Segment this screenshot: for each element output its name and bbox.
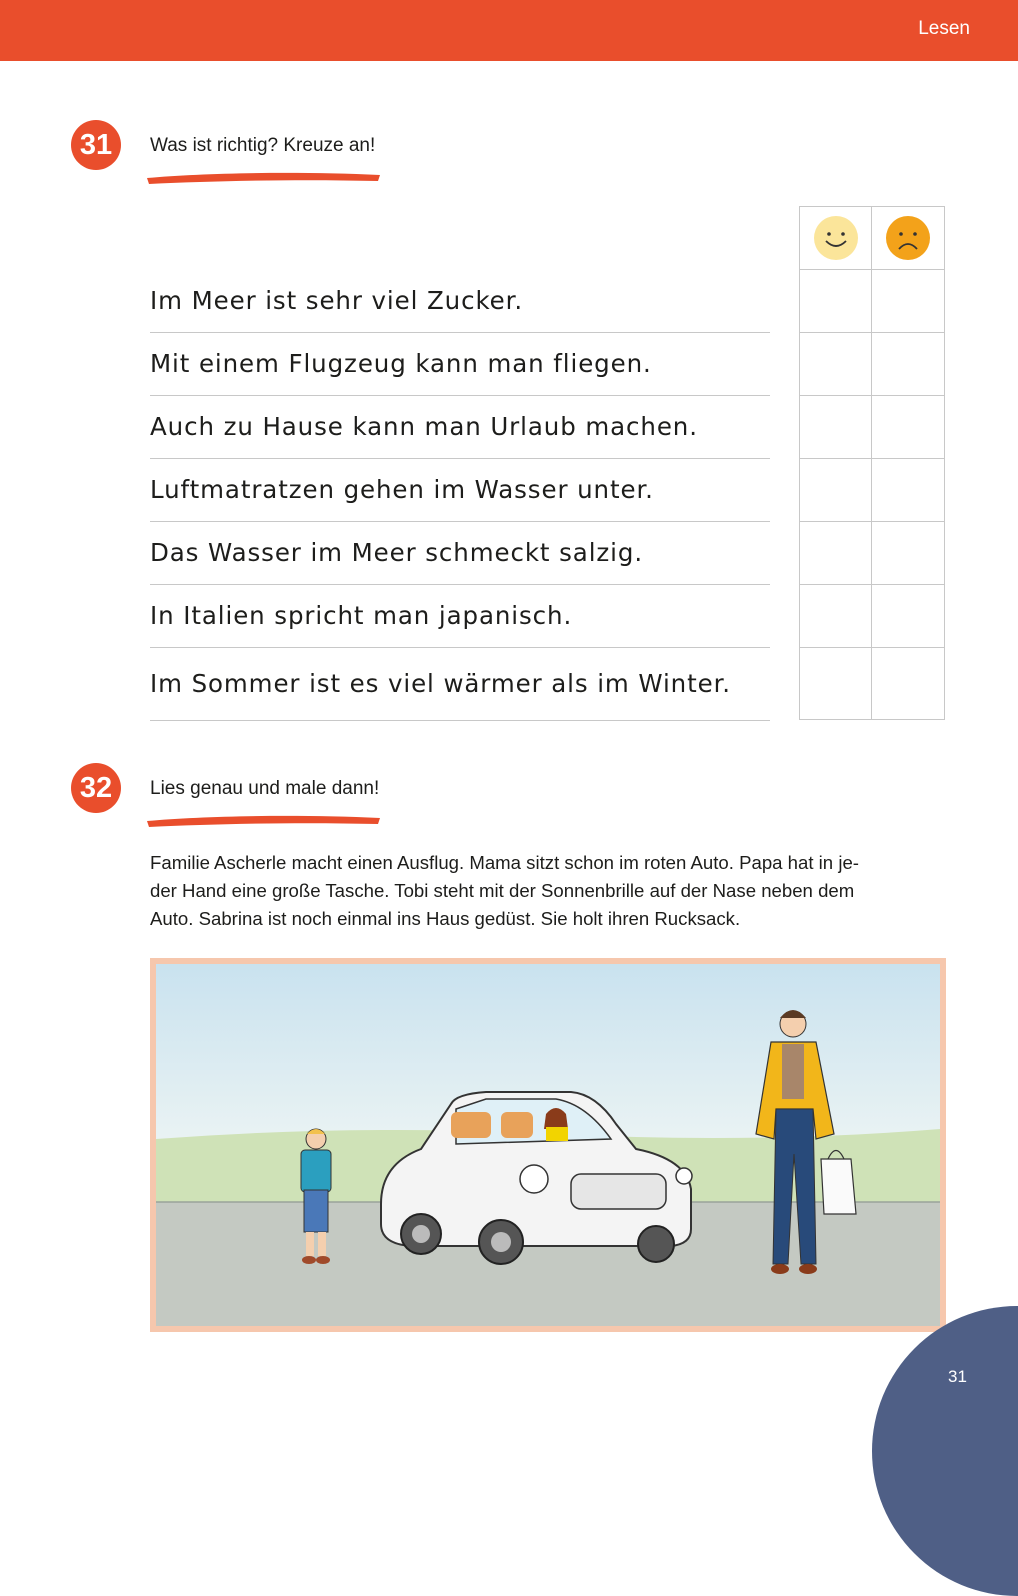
answer-cell-true-7[interactable] [800, 648, 871, 719]
answer-cell-true-5[interactable] [800, 522, 871, 584]
answer-cell-false-4[interactable] [872, 459, 944, 521]
answer-cell-false-6[interactable] [872, 585, 944, 647]
statement-3: Auch zu Hause kann man Urlaub machen. [150, 412, 698, 441]
statement-4: Luftmatratzen gehen im Wasser unter. [150, 475, 654, 504]
divider [150, 521, 770, 522]
header-bar [0, 0, 1018, 61]
answer-cell-false-2[interactable] [872, 333, 944, 395]
answer-cell-true-4[interactable] [800, 459, 871, 521]
statement-7: Im Sommer ist es viel wärmer als im Winter. [150, 669, 731, 698]
brush-underline [144, 811, 384, 829]
exercise-31-instruction: Was ist richtig? Kreuze an! [150, 135, 376, 156]
story-text [150, 849, 950, 933]
happy-smiley-icon [813, 215, 859, 261]
divider [150, 584, 770, 585]
answer-cell-true-3[interactable] [800, 396, 871, 458]
statement-1: Im Meer ist sehr viel Zucker. [150, 286, 524, 315]
exercise-32-instruction: Lies genau und male dann! [150, 778, 380, 799]
divider [150, 332, 770, 333]
divider [150, 395, 770, 396]
answer-grid [799, 206, 945, 720]
story-line: Familie Ascherle macht einen Ausflug. Mama sitzt schon im roten Auto. Papa hat in je- [150, 852, 859, 873]
answer-cell-false-7[interactable] [872, 648, 944, 719]
footer-circle [872, 1306, 1018, 1596]
brush-underline [144, 168, 384, 186]
statement-2: Mit einem Flugzeug kann man fliegen. [150, 349, 652, 378]
answer-cell-false-1[interactable] [872, 270, 944, 332]
story-line: der Hand eine große Tasche. Tobi steht mit der Sonnenbrille auf der Nase neben dem [150, 880, 855, 901]
sad-smiley-icon [885, 215, 931, 261]
answer-cell-false-3[interactable] [872, 396, 944, 458]
family-car-illustration [156, 964, 940, 1326]
divider [150, 720, 770, 721]
divider [150, 458, 770, 459]
statement-6: In Italien spricht man japanisch. [150, 601, 573, 630]
section-label: Lesen [918, 18, 970, 39]
divider [150, 647, 770, 648]
page-number: 31 [948, 1367, 967, 1386]
statement-5: Das Wasser im Meer schmeckt salzig. [150, 538, 644, 567]
answer-cell-true-6[interactable] [800, 585, 871, 647]
story-line: Auto. Sabrina ist noch einmal ins Haus gedüst. Sie holt ihren Rucksack. [150, 908, 741, 929]
answer-cell-true-2[interactable] [800, 333, 871, 395]
exercise-32-badge: 32 [71, 763, 121, 813]
answer-cell-false-5[interactable] [872, 522, 944, 584]
answer-cell-true-1[interactable] [800, 270, 871, 332]
illustration-frame [150, 958, 946, 1332]
exercise-31-badge: 31 [71, 120, 121, 170]
